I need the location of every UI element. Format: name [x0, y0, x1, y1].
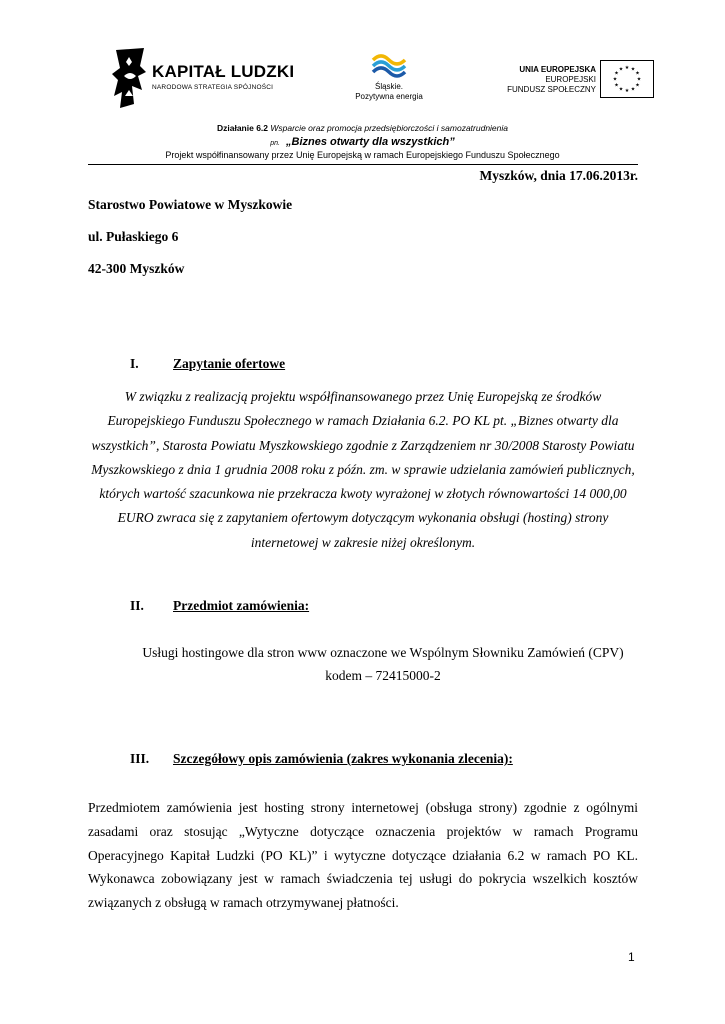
svg-text:★: ★ [612, 76, 618, 83]
eu-line3: FUNDUSZ SPOŁECZNY [507, 85, 596, 94]
pn-label: pn. [270, 140, 280, 147]
section-3-title: Szczegółowy opis zamówienia (zakres wykonania zlecenia): [173, 751, 513, 766]
document-date: Myszków, dnia 17.06.2013r. [479, 168, 638, 183]
eu-line1: UNIA EUROPEJSKA [519, 65, 596, 74]
cofinance-line: Projekt współfinansowany przez Unię Europejską w ramach Europejskiego Funduszu Społecznego [165, 150, 560, 160]
address-line3: 42-300 Myszków [88, 261, 185, 276]
eu-line2: EUROPEJSKI [545, 75, 596, 84]
section-1-line: EURO zwraca się z zapytaniem ofertowym dotyczącym wykonania obsługi (hosting) strony [117, 510, 609, 526]
svg-text:★: ★ [630, 86, 636, 93]
svg-text:★: ★ [635, 70, 640, 77]
section-3-line: Operacyjnego Kapitał Ludzki (PO KL)” i wytyczne dotyczące działania 6.2 w ramach PO KL. [88, 847, 638, 863]
kapital-ludzki-emblem-icon [110, 46, 150, 110]
svg-text:★: ★ [618, 86, 624, 93]
kapital-ludzki-logo [110, 46, 295, 110]
svg-text:★: ★ [624, 65, 630, 71]
project-name: „Biznes otwarty dla wszystkich” [286, 136, 455, 148]
svg-text:★: ★ [635, 82, 640, 89]
svg-text:★: ★ [624, 88, 630, 94]
header-divider [88, 164, 638, 165]
kapital-ludzki-title: KAPITAŁ LUDZKI [152, 62, 295, 81]
address-line1: Starostwo Powiatowe w Myszkowie [88, 197, 293, 212]
action-text: Wsparcie oraz promocja przedsiębiorczości i samozatrudnienia [268, 123, 509, 133]
section-3-number: III. [130, 751, 150, 766]
eu-flag-icon [600, 60, 654, 98]
action-line [0, 123, 725, 133]
section-2-number: II. [130, 598, 144, 613]
address-line2: ul. Pułaskiego 6 [88, 229, 179, 244]
section-1-number: I. [130, 356, 139, 371]
svg-text:★: ★ [618, 66, 624, 73]
section-3-line: związanych z obsługą w ramach otrzymywanej płatności. [88, 895, 399, 911]
section-3-line: zasadami oraz stosując „Wytyczne dotyczące oznaczenia projektów w ramach Programu [88, 823, 638, 839]
section-1-line: wszystkich”, Starosta Powiatu Myszkowskiego zgodnie z Zarządzeniem nr 30/2008 Starosty Powiatu [91, 437, 635, 453]
project-name-line [0, 136, 725, 148]
section-2-line: kodem – 72415000-2 [325, 668, 441, 683]
section-2-title: Przedmiot zamówienia: [173, 598, 310, 613]
svg-text:★: ★ [614, 70, 619, 77]
section-3-line: Przedmiotem zamówienia jest hosting strony internetowej (obsługa strony) zgodnie z ogólnymi [88, 800, 638, 815]
section-2-body [100, 641, 666, 687]
section-1-line: W związku z realizacją projektu współfinansowanego przez Unię Europejską ze środków [124, 389, 602, 404]
kapital-ludzki-subtitle: NARODOWA STRATEGIA SPÓJNOŚCI [152, 84, 274, 91]
section-3-body [88, 796, 638, 915]
svg-text:★: ★ [630, 66, 636, 73]
section-1-line: internetowej w zakresie niżej określonym. [250, 534, 476, 550]
page-number: 1 [628, 950, 635, 964]
svg-text:★: ★ [636, 76, 642, 83]
section-2-line: Usługi hostingowe dla stron www oznaczone we Wspólnym Słowniku Zamówień (CPV) [142, 645, 624, 660]
section-1-title: Zapytanie ofertowe [173, 356, 286, 371]
section-3-line: Wykonawca zobowiązany jest w ramach świadczenia tej usługi do pokrycia wszelkich kosztów [88, 871, 638, 887]
section-1-line: Europejskiego Funduszu Społecznego w ramach Działania 6.2. PO KL pt. „Biznes otwarty dla [107, 413, 619, 429]
svg-text:★: ★ [614, 82, 619, 89]
section-1-line: których wartość szacunkowa nie przekracza kwoty wyrażonej w złotych równowartości 14 000,00 [99, 486, 627, 502]
action-number: Działanie 6.2 [216, 123, 269, 133]
eu-logo [482, 57, 654, 103]
slaskie-tagline: Pozytywna energia [355, 92, 423, 101]
section-1-body [80, 385, 646, 555]
slaskie-logo [348, 52, 430, 104]
section-1-line: Myszkowskiego z dnia 1 grudnia 2008 roku z późn. zm. w sprawie udzielania zamówień publicznych, [91, 461, 635, 477]
slaskie-name: Śląskie. [374, 82, 403, 91]
slaskie-waves-icon [369, 52, 409, 80]
